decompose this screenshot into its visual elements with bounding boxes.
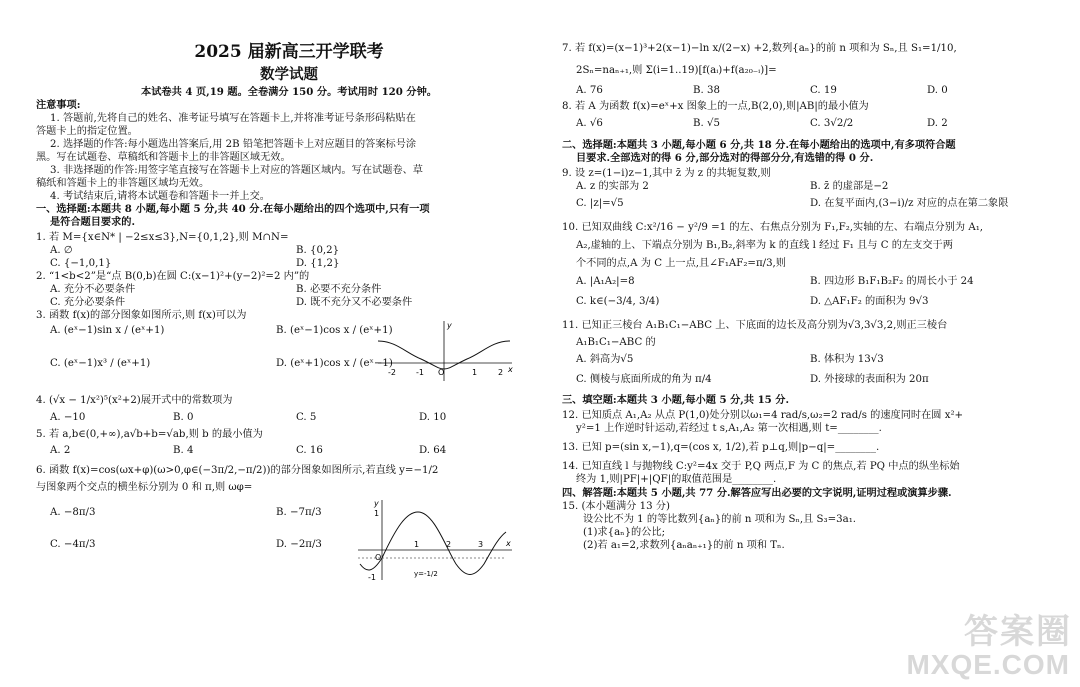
q6-tick: 3 [478,540,484,549]
q6-graph [356,498,516,582]
q8-option-b: B. √5 [693,118,720,129]
q10-stem-cont: A₂,虚轴的上、下端点分别为 B₁,B₂,斜率为 k 的直线 l 经过 F₁ 且与 C 的左支交于两 [576,240,953,251]
q2-options-row [36,296,542,309]
q14-stem-cont: 终为 1,则|PF|+|QF|的取值范围是________. [576,474,777,485]
q6-option-a: A. −8π/3 [50,507,96,518]
q5-stem: 5. 若 a,b∈(0,+∞),a√b+b=√ab,则 b 的最小值为 [36,429,263,440]
q1-options-row [36,244,542,257]
section-3-heading: 三、填空题:本题共 3 小题,每小题 5 分,共 15 分. [562,394,790,406]
q6-option-d: D. −2π/3 [276,539,322,550]
q10-options-row [562,291,1044,313]
q6-stem: 6. 函数 f(x)=cos(ωx+φ)(ω>0,φ∈(−3π/2,−π/2))的部分图象如图所示,若直线 y=−1/2 [36,465,439,476]
exam-subject: 数学试题 [260,66,318,83]
q9-stem: 9. 设 z=(1−i)z−1,其中 z̄ 为 z 的共轭复数,则 [562,168,771,179]
q9-options-row [562,180,1044,193]
note-line: 2. 选择题的作答:每小题选出答案后,用 2B 铅笔把答题卡上对应题目的答案标号涂 [50,139,417,150]
q8-option-a: A. √6 [576,118,603,129]
q5-option-c: C. 16 [296,445,323,456]
q3-option-c: C. (eˣ−1)x³ / (eˣ+1) [50,358,151,369]
q13-stem: 13. 已知 p=(sin x,−1),q=(cos x, 1/2),若 p⊥q,则|p−q|=________. [562,442,880,453]
q3-origin: O [438,368,445,377]
q5-option-a: A. 2 [50,445,71,456]
q9-option-a: A. z 的实部为 2 [576,181,649,192]
note-line: 4. 考试结束后,请将本试题卷和答题卡一并上交。 [50,191,270,202]
q4-option-c: C. 5 [296,412,317,423]
q6-block [36,462,542,582]
q9-option-b: B. z̄ 的虚部是−2 [810,181,889,192]
q10-option-c: C. k∈(−3/4, 3/4) [576,296,660,307]
exam-info: 本试卷共 4 页,19 题。全卷满分 150 分。考试用时 120 分钟。 [141,86,437,98]
right-column [562,40,1044,552]
q3-tick: 1 [472,368,478,377]
q15-stem: 设公比不为 1 的等比数列{aₙ}的前 n 项和为 Sₙ,且 S₃=3a₁. [583,514,857,525]
q1-options-row [36,257,542,270]
q6-stem-cont: 与图象两个交点的横坐标分别为 0 和 π,则 ωφ= [36,482,253,493]
q6-x-label: x [506,539,511,548]
exam-title: 2025 届新高三开学联考 [194,42,384,62]
q3-x-label: x [508,365,513,374]
q4-options-row [36,411,542,424]
q15-part-1: (1)求{aₙ}的公比; [583,527,666,538]
q3-graph [376,319,516,385]
q3-tick: 2 [498,368,504,377]
watermark-url: MXQE.COM [906,649,1070,680]
left-column [36,40,542,582]
q11-stem: 11. 已知正三棱台 A₁B₁C₁−ABC 上、下底面的边长及高分别为√3,3√3,2,则正三棱台 [562,320,948,331]
note-line: 黑。写在试题卷、草稿纸和答题卡上的非答题区域无效。 [36,152,291,163]
q8-stem: 8. 若 A 为函数 f(x)=eˣ+x 图象上的一点,B(2,0),则|AB|的最小值为 [562,101,869,112]
q7-option-c: C. 19 [810,85,837,96]
section-4-heading: 四、解答题:本题共 5 小题,共 77 分.解答应写出必要的文字说明,证明过程或演算步骤. [562,487,952,499]
q10-option-d: D. △AF₁F₂ 的面积为 9√3 [810,296,929,307]
q7-stem-cont: 2Sₙ=naₙ₊₁,则 Σ(i=1..19)[f(aᵢ)+f(a₂₀₋ᵢ)]= [576,65,777,76]
q2-options-row [36,283,542,296]
q6-y-label: y [374,499,379,508]
q11-option-b: B. 体积为 13√3 [810,354,884,365]
q7-options-row [562,84,1044,97]
q9-options-row [562,193,1044,215]
section-2-heading: 二、选择题:本题共 3 小题,每小题 6 分,共 18 分.在每小题给出的选项中,有多项符合题 [562,139,956,151]
q8-option-c: C. 3√2/2 [810,118,854,129]
q1-option-b: B. {0,2} [296,245,340,256]
q3-tick: -1 [416,368,424,377]
q10-stem: 10. 已知双曲线 C:x²/16 − y²/9 =1 的左、右焦点分别为 F₁,F₂,实轴的左、右端点分别为 A₁, [562,222,984,233]
q4-option-a: A. −10 [50,412,86,423]
q7-option-a: A. 76 [576,85,603,96]
q3-y-label: y [447,321,452,330]
q7-option-d: D. 0 [927,85,948,96]
q4-stem: 4. (√x − 1/x²)⁵(x²+2)展开式中的常数项为 [36,395,233,406]
q2-stem: 2. “1<b<2”是“点 B(0,b)在圆 C:(x−1)²+(y−2)²=2 内”的 [36,271,310,282]
q6-origin: O [375,553,382,562]
q2-option-a: A. 充分不必要条件 [50,284,136,295]
q10-option-b: B. 四边形 B₁F₁B₂F₂ 的周长小于 24 [810,276,974,287]
q11-options-row [562,351,1044,369]
q3-stem: 3. 函数 f(x)的部分图象如图所示,则 f(x)可以为 [36,310,247,321]
q11-options-row [562,369,1044,391]
q12-stem: 12. 已知质点 A₁,A₂ 从点 P(1,0)处分别以ω₁=4 rad/s,ω₂=2 rad/s 的速度同时在圆 x²+ [562,410,964,421]
note-line: 1. 答题前,先将自己的姓名、准考证号填写在答题卡上,并将准考证号条形码粘贴在 [50,113,416,124]
q6-option-c: C. −4π/3 [50,539,96,550]
q3-option-a: A. (eˣ−1)sin x / (eˣ+1) [50,325,165,336]
q6-tick: 1 [414,540,420,549]
q4-option-d: D. 10 [419,412,447,423]
q7-stem: 7. 若 f(x)=(x−1)³+2(x−1)−ln x/(2−x) +2,数列{aₙ}的前 n 项和为 Sₙ,且 S₁=1/10, [562,43,957,54]
q14-stem: 14. 已知直线 l 与抛物线 C:y²=4x 交于 P,Q 两点,F 为 C 的焦点,若 PQ 中点的纵坐标始 [562,461,960,472]
q11-option-c: C. 侧棱与底面所成的角为 π/4 [576,374,712,385]
q11-option-a: A. 斜高为√5 [576,354,634,365]
section-1-heading: 一、选择题:本题共 8 小题,每小题 5 分,共 40 分.在每小题给出的四个选项中,只有一项 [36,203,430,215]
section-2-heading-cont: 目要求.全部选对的得 6 分,部分选对的得部分分,有选错的得 0 分. [576,152,874,164]
q9-option-d: D. 在复平面内,(3−i)/z 对应的点在第二象限 [810,198,1009,209]
q10-stem-cont: 个不同的点,A 为 C 上一点,且∠F₁AF₂=π/3,则 [576,258,786,269]
q5-options-row [36,444,542,457]
q8-option-d: D. 2 [927,118,948,129]
q10-option-a: A. |A₁A₂|=8 [576,276,635,287]
q6-option-b: B. −7π/3 [276,507,322,518]
q15-part-2: (2)若 a₁=2,求数列{aₙaₙ₊₁}的前 n 项和 Tₙ. [583,540,785,551]
section-1-heading-cont: 是符合题目要求的. [50,216,136,228]
q3-block [36,309,542,389]
watermark-logo: 答案圈 [964,613,1072,651]
q6-tick: 2 [446,540,452,549]
q9-option-c: C. |z|=√5 [576,198,624,209]
q1-option-a: A. ∅ [50,245,73,256]
q15-title: 15. (本小题满分 13 分) [562,501,670,512]
note-line: 答题卡上的指定位置。 [36,126,138,137]
q1-option-c: C. {−1,0,1} [50,258,112,269]
notes-heading: 注意事项: [36,99,81,111]
q7-option-b: B. 38 [693,85,720,96]
note-line: 稿纸和答题卡上的非答题区域均无效。 [36,178,210,189]
q5-option-b: B. 4 [173,445,194,456]
q5-option-d: D. 64 [419,445,447,456]
q2-option-c: C. 充分必要条件 [50,297,126,308]
q12-stem-cont: y²=1 上作逆时针运动,若经过 t s,A₁,A₂ 第一次相遇,则 t=________. [576,423,882,434]
q3-tick: -2 [388,368,396,377]
note-line: 3. 非选择题的作答:用签字笔直接写在答题卡上对应的答题区域内。写在试题卷、草 [50,165,423,176]
q6-tick: 1 [374,509,380,518]
q3-option-b: B. (eˣ−1)cos x / (eˣ+1) [276,325,393,336]
q2-option-d: D. 既不充分又不必要条件 [296,297,413,308]
q6-line-label: y=-1/2 [414,570,438,578]
q10-options-row [562,273,1044,291]
q3-option-d: D. (eˣ+1)cos x / (eˣ−1) [276,358,393,369]
q8-options-row [562,113,1044,135]
q4-option-b: B. 0 [173,412,194,423]
q11-stem-cont: A₁B₁C₁−ABC 的 [576,337,656,348]
q2-option-b: B. 必要不充分条件 [296,284,382,295]
q1-stem: 1. 若 M={x∈N* | −2≤x≤3},N={0,1,2},则 M∩N= [36,232,289,243]
q1-option-d: D. {1,2} [296,258,340,269]
q6-tick: -1 [368,573,376,582]
q11-option-d: D. 外接球的表面积为 20π [810,374,929,385]
